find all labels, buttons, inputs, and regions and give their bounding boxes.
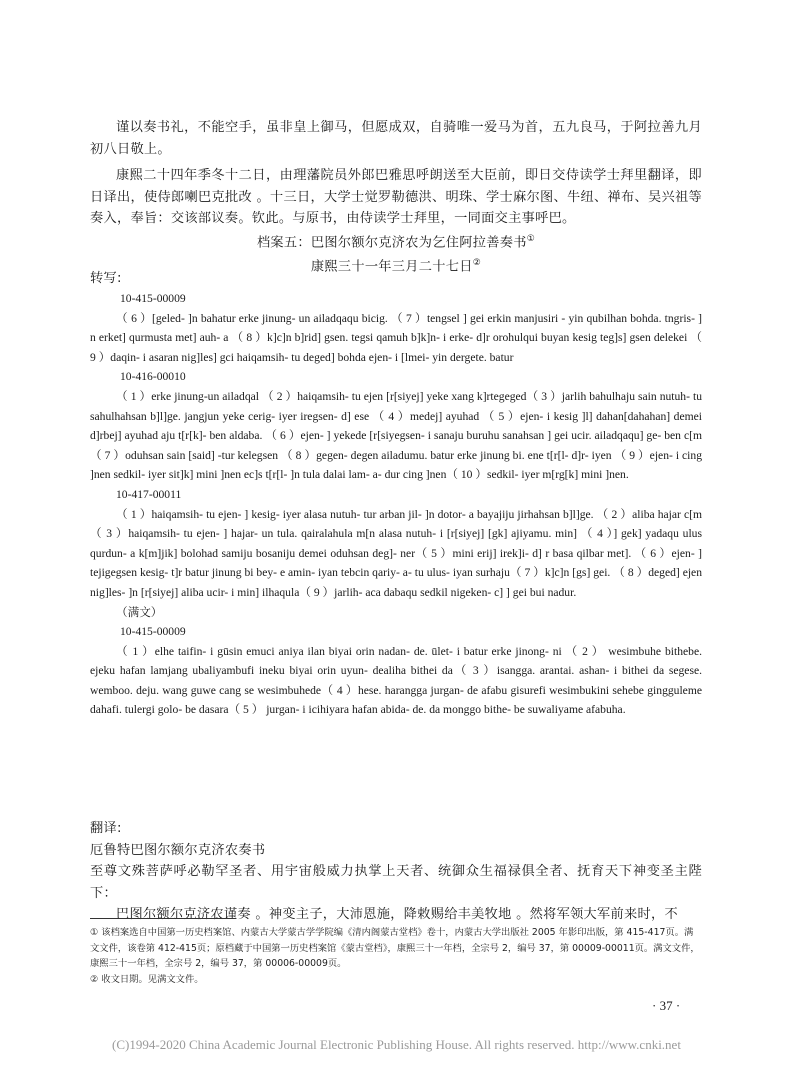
body-text-top xyxy=(90,117,702,230)
footnote-ref-2: ② xyxy=(472,258,482,269)
paragraph-2: 康熙二十四年季冬十二日，由理藩院员外郎巴雅思呼朗送至大臣前，即日交侍读学士拜里翻译，即日译出，使侍郎喇巴克批改 。十三日，大学士觉罗勒德洪、明珠、学士麻尔图、牛纽、禅布、吴兴祖等奏入，奉旨：交该部议奏。钦此。与原书，由侍读学士拜里，一同面交主事呼巴。 xyxy=(90,168,702,226)
transcription-body xyxy=(90,289,702,720)
entry-text-1: （ 6 ）[geled- ]n bahatur erke jinung- un ailadqaqu bicig. （ 7 ）tengsel ] gei erkin manjusiri - yin qubilhan bohda. tngris- ] n erket] qurmusta met] auh- a （ 8 ）k]c]n b]rid] gsen. tegsi qamuh b]k]n- i erke- d]r orohulqui buyan kesig teg]s] gsen delekei （ 9 ）daqin- i asaran nig]les] gci haiqamsih- tu deged] bohda ejen- i [lmei- yin dergete. batur xyxy=(90,311,702,364)
translation-section xyxy=(90,818,702,926)
entry-id-3: 10-417-00011 xyxy=(116,487,182,501)
transcription-label: 转写: xyxy=(90,271,122,286)
manchu-label: （满文） xyxy=(116,605,163,619)
entry-text-2: （ 1 ）erke jinung-un ailadqal （ 2 ）haiqamsih- tu ejen [r[siyej] yeke xang k]rtegeged（ 3 ）jarlih bahulhaju sain nutuh- tu sahulhahsan b]l]ge. jangjun yeke cerig- iyer iregsen- d] ese （ 4 ）medej] ayuhad （ 5 ）ejen- i kesig ]l] dahan[dahahan] demei d]rbej] ayuhad aju t[r[k]- ben aldaba. （ 6 ）ejen- ] yekede [r[siyegsen- i sanaju buruhu sanahsan ] gei ucir. ailadqaqu] ge- ben c[m （ 7 ）oduhsan sain [said] -tur kelegsen （ 8 ）gegen- degen ailadumu. batur erke jinung bi. ene t[r[l- d]r- iyen （ 9 ）ejen- i cing ]nen sedkil- iyer sit]k] mini ]nen ec]s t[r[l- ]n tula dalai lam- a- dur cing ]nen（ 10 ）sedkil- iyer m[rg[k] mini ]nen. xyxy=(90,389,702,482)
translation-address: 至尊文殊菩萨呼必勒罕圣者、用宇宙般威力执掌上天者、统御众生福禄俱全者、抚育天下神变圣主陛下： xyxy=(90,864,702,901)
manchu-text: （ 1 ）elhe taifin- i gūsin emuci aniya ilan biyai orin nadan- de. ūlet- i batur erke jinong- ni （ 2 ） wesimbuhe bithebe. ejeku hafan lamjang ubaliyambufi ineku biyai orin uyun- dealiha bithei da（ 3 ）isangga. arantai. ashan- i bithei da segese. wemboo. deju. wang guwe cang se wesimbuhede（ 4 ）hese. harangga jurgan- de afabu gisurefi wesimbukini sehebe gingguleme dahafi. tulergi golo- be dasara（ 5 ） jurgan- i icihiyara hafan abida- de. da monggo bithe- be suwaliyame afabuha. xyxy=(90,644,702,717)
footnote-separator xyxy=(90,918,236,919)
archive-date-text: 康熙三十一年三月二十七日 xyxy=(310,259,473,275)
entry-id-2: 10-416-00010 xyxy=(120,370,186,384)
translation-first-line: 巴图尔额尔克济农谨奏 。神变主子，大沛恩施，降敕赐给丰美牧地 。然将军领大军前来时，不 xyxy=(116,907,678,922)
page-number: · 37 · xyxy=(652,998,681,1013)
manchu-id: 10-415-00009 xyxy=(120,625,186,639)
copyright-line: (C)1994-2020 China Academic Journal Electronic Publishing House. All rights reserved. http://www.cnki.net xyxy=(112,1037,681,1052)
entry-text-3: （ 1 ）haiqamsih- tu ejen- ] kesig- iyer alasa nutuh- tur arban jil- ]n dotor- a bayajiju jirhahsan b]l]ge. （ 2 ）aliba hajar c[m（ 3 ）haiqamsih- tu ejen- ] hajar- un tula. qairalahula m[n alasa nutuh- i [r[siyej] [gk] ajiyamu. min] （ 4 ）] gek] yadaqu ulus qurdun- a k[m]jik] bolohad samiju bosaniju demei oduhsan deg]- ner（ 5 ）mini erij] irek]i- d] r basa qilbar met]. （ 6 ）ejen- ] tejigegsen kesig- t]r batur jinung bi bey- e amin- iyan tebcin qariy- a- tu ulus- iyan surhaju（ 7 ）k]c]n [gs] gei. （ 8 ）deged] ejen nig]les- ]n [r[siyej] aliba ucir- i min] ilhaqula（ 9 ）jarlih- aca dabaqu sedkil nigeken- c] ] gei bui nadur. xyxy=(90,507,702,599)
translation-title: 厄鲁特巴图尔额尔克济农奏书 xyxy=(90,842,266,858)
entry-id-1: 10-415-00009 xyxy=(120,292,186,305)
archive-title-text: 档案五：巴图尔额尔克济农为乞住阿拉善奏书 xyxy=(256,235,527,251)
footnote-ref-1: ① xyxy=(526,234,536,244)
archive-title xyxy=(90,229,702,253)
paragraph-1: 谨以奏书礼，不能空手，虽非皇上御马，但愿成双，自骑唯一爱马为首，五九良马，于阿拉善九月初八日敬上。 xyxy=(90,120,702,157)
translation-label: 翻译: xyxy=(90,821,122,836)
footnotes xyxy=(90,925,702,987)
footnote-2: ② 收文日期。见满文文件。 xyxy=(90,973,204,985)
footnote-1: ① 该档案选自中国第一历史档案馆、内蒙古大学蒙古学学院编《清内阁蒙古堂档》卷十，内蒙古大学出版社 2005 年影印出版，第 415-417页。满文文件，该卷第 412-415页；原档藏于中国第一历史档案馆《蒙古堂档》，康熙三十一年档，全宗号 2，编号 37，第 00009-00011页。满文文件，康熙三十一年档，全宗号 2，编号 37，第 00006-00009页。 xyxy=(90,927,700,970)
